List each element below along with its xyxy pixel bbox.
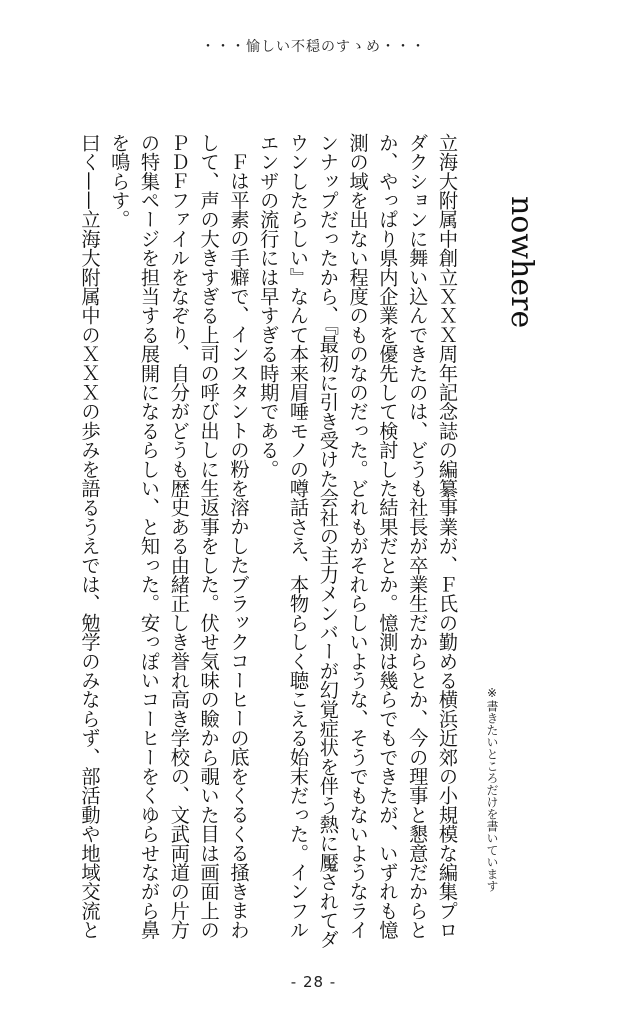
body-text — [78, 133, 462, 958]
running-header: ・・・愉しい不穏のすゝめ・・・ — [201, 39, 426, 55]
body-paragraph: 立海大附属中創立ＸＸＸ周年記念誌の編纂事業が、Ｆ氏の勤める横浜近郊の小規模な編集プロダクションに舞い込んできたのは、どうも社長が卒業生だからとか、今の理事と懇意だからとか、やっぱり県内企業を優先して検討した結果だとか。憶測は幾らでもできたが、いずれも憶測の域を出ない程度のものなのだった。どれもがそれらしいような、そうでもないようなラインナップだったから、『最初に引き受けた会社の主力メンバーが幻覚症状を伴う熱に魘されてダウンしたらしい』なんて本来眉唾モノの噂話さえ、本物らしく聴こえる始末だった。インフルエンザの流行には早すぎる時期である。 — [257, 133, 459, 949]
body-paragraph: Ｆは平素の手癖で、インスタントの粉を溶かしたブラックコーヒーの底をくるくる掻きまわして、声の大きすぎる上司の呼び出しに生返事をした。伏せ気味の瞼から覗いた目は画面上のＰＤＦファイルをなぞり、自分がどうも歴史ある由緒正しき誉れ高き学校の、文武両道の片方の特集ページを担当する展開になるらしい、と知った。安っぽいコーヒーをくゆらせながら鼻を鳴らす。 — [108, 133, 251, 940]
body-paragraph: 曰く——立海大附属中のＸＸＸの歩みを語るうえでは、勉学のみならず、部活動や地域交流と — [78, 133, 102, 940]
margin-note: ※書きたいところだけを書いています — [485, 686, 499, 892]
chapter-title: nowhere — [504, 196, 539, 329]
page-number: - 28 - — [290, 973, 337, 991]
